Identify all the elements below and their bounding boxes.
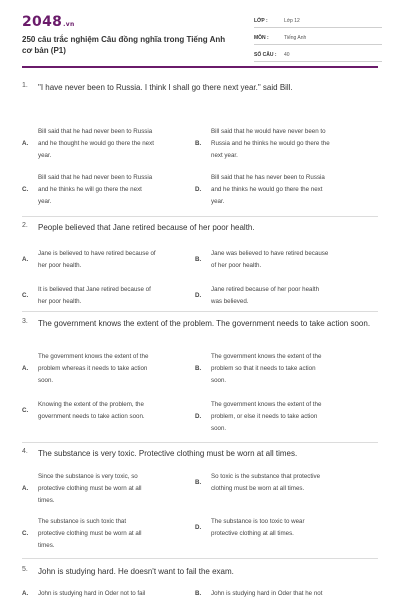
option-text-line: Knowing the extent of the problem, the [38,401,144,408]
meta-row-grade [254,15,382,28]
question-item [22,566,378,578]
answer-option[interactable] [22,588,192,600]
option-text-line: and he thinks he would go there the next [211,186,323,193]
option-text-line: protective clothing at all times. [211,530,294,537]
option-letter: D. [195,413,202,420]
option-letter: A. [22,256,29,263]
option-text-line: next year. [211,152,238,159]
answer-option[interactable] [22,351,192,387]
option-letter: A. [22,485,29,492]
answer-option[interactable] [195,351,365,387]
option-text-line: government needs to take action soon. [38,413,145,420]
answer-option[interactable] [195,399,365,435]
meta-label: MÔN : [254,35,269,41]
option-text-line: times. [38,542,55,549]
option-text-line: year. [38,198,52,205]
meta-row-count [254,49,382,62]
option-text-line: was believed. [211,298,249,305]
option-letter: A. [22,140,29,147]
answer-option[interactable] [195,516,365,540]
meta-label: LỚP : [254,18,268,24]
answer-option[interactable] [195,588,365,600]
meta-info [254,15,382,66]
option-text-line: Bill said that he has never been to Russia [211,174,325,181]
option-text-line: and he thinks he will go there the next [38,186,142,193]
option-text-line: clothing must be worn at all times. [211,485,305,492]
option-text-line: It is believed that Jane retired because of [38,286,151,293]
option-text-line: times. [38,497,55,504]
option-letter: C. [22,407,29,414]
option-letter: B. [195,256,202,263]
meta-label: SỐ CÂU : [254,52,277,58]
question-divider [22,558,378,559]
option-text-line: Russia and he thinks he would go there the [211,140,330,147]
option-letter: A. [22,365,29,372]
question-divider [22,311,378,312]
option-text-line: of her poor health. [211,262,262,269]
option-text-line: Bill said that he had never been to Russia [38,174,153,181]
meta-value: Tiếng Anh [284,35,307,41]
question-number: 3. [22,318,28,325]
answer-option[interactable] [22,516,192,552]
answer-option[interactable] [195,471,365,495]
question-divider [22,442,378,443]
question-item [22,222,378,234]
option-letter: D. [195,524,202,531]
option-text-line: Jane retired because of her poor health [211,286,320,293]
header-divider [22,66,378,68]
option-text-line: problem whereas it needs to take action [38,365,148,372]
question-item [22,82,378,94]
option-text-line: Jane was believed to have retired because [211,250,329,257]
document-title: 250 câu trắc nghiệm Câu đồng nghĩa trong Tiếng Anh cơ bản (P1) [22,35,226,55]
option-text-line: The substance is such toxic that [38,518,127,525]
logo-text: 2048 [22,14,63,30]
meta-value: Lớp 12 [284,18,300,24]
answer-option[interactable] [22,248,192,272]
question-item [22,448,378,460]
option-text-line: John is studying hard in Oder not to fail [38,590,146,597]
answer-option[interactable] [22,172,192,208]
logo[interactable] [22,14,75,30]
answer-option[interactable] [22,126,192,162]
option-text-line: year. [211,198,225,205]
option-letter: C. [22,530,29,537]
option-text-line: problem, or else it needs to take action [211,413,318,420]
option-letter: C. [22,186,29,193]
page-header [0,0,400,62]
option-text-line: her poor health. [38,262,82,269]
option-text-line: Bill said that he had never been to Russia [38,128,153,135]
option-letter: D. [195,186,202,193]
option-text-line: soon. [211,425,227,432]
answer-option[interactable] [195,172,365,208]
option-text-line: Since the substance is very toxic, so [38,473,138,480]
question-text: People believed that Jane retired because of her poor health. [38,223,255,232]
answer-option[interactable] [22,284,192,308]
answer-option[interactable] [22,399,192,423]
option-text-line: year. [38,152,52,159]
option-text-line: her poor health. [38,298,82,305]
option-letter: C. [22,292,29,299]
meta-value: 40 [284,52,290,58]
option-letter: D. [195,292,202,299]
question-number: 4. [22,448,28,455]
option-letter: B. [195,365,202,372]
question-number: 2. [22,222,28,229]
answer-option[interactable] [195,284,365,308]
option-text-line: protective clothing must be worn at all [38,530,142,537]
question-number: 1. [22,82,28,89]
option-letter: A. [22,590,29,597]
option-letter: B. [195,140,202,147]
answer-option[interactable] [22,471,192,507]
answer-option[interactable] [195,126,365,162]
meta-row-subject [254,32,382,45]
question-divider [22,216,378,217]
option-text-line: soon. [38,377,54,384]
option-letter: B. [195,479,202,486]
option-text-line: problem so that it needs to take action [211,365,316,372]
option-text-line: John is studying hard in Oder that he not [211,590,323,597]
option-text-line: So toxic is the substance that protective [211,473,321,480]
option-text-line: protective clothing must be worn at all [38,485,142,492]
option-text-line: The government knows the extent of the [211,353,322,360]
option-text-line: The government knows the extent of the [38,353,149,360]
option-text-line: Jane is believed to have retired because of [38,250,156,257]
option-text-line: The substance is too toxic to wear [211,518,305,525]
option-text-line: The government knows the extent of the [211,401,322,408]
answer-option[interactable] [195,248,365,272]
question-text: "I have never been to Russia. I think I shall go there next year." said Bill. [38,83,293,92]
question-text: John is studying hard. He doesn't want to fail the exam. [38,567,234,576]
option-text-line: Bill said that he would have never been to [211,128,326,135]
question-text: The government knows the extent of the problem. The government needs to take action soon. [38,319,371,328]
question-item [22,318,378,342]
option-text-line: soon. [211,377,227,384]
option-text-line: and he thought he would go there the next [38,140,154,147]
logo-suffix: .vn [63,21,75,28]
question-text: The substance is very toxic. Protective clothing must be worn at all times. [38,449,298,458]
option-letter: B. [195,590,202,597]
question-number: 5. [22,566,28,573]
